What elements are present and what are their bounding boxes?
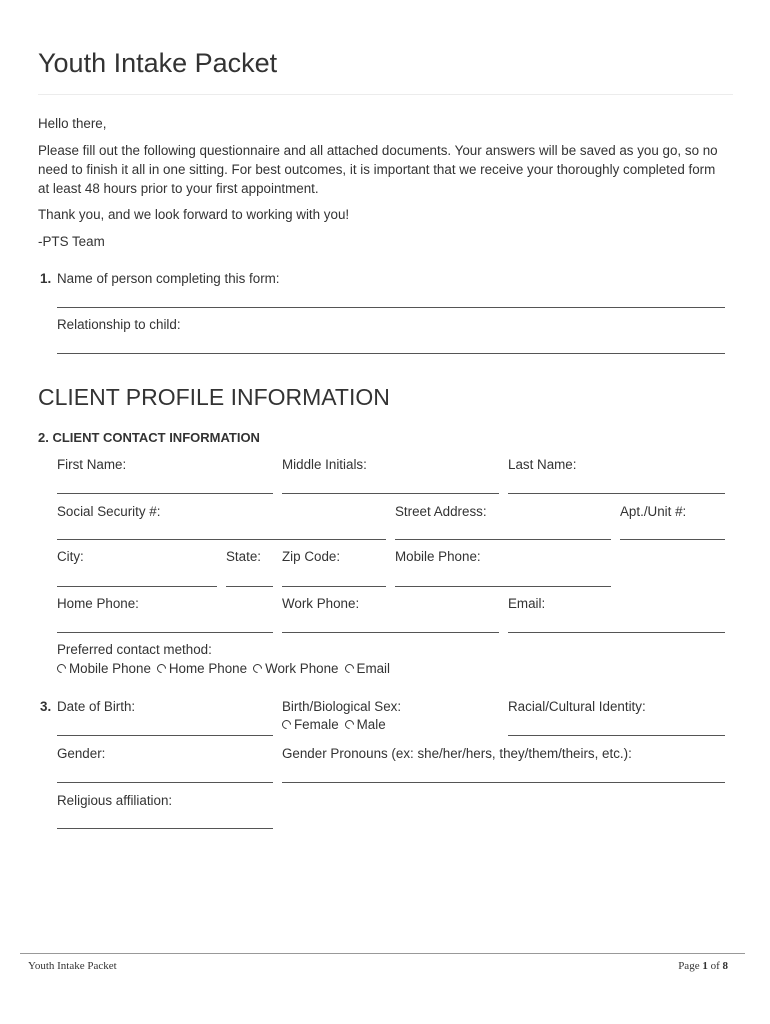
signature-text: -PTS Team [38,234,105,249]
birth-sex-options [282,717,392,732]
state-label: State: [226,549,261,564]
first-name-field[interactable] [57,493,273,494]
work-phone-field[interactable] [282,632,499,633]
radio-label: Work Phone [265,661,339,676]
zip-code-label: Zip Code: [282,549,341,564]
page-total: 8 [722,960,728,972]
radio-circle-icon [155,662,168,675]
apt-unit-field[interactable] [620,539,725,540]
radio-label: Email [356,661,390,676]
home-phone-field[interactable] [57,632,273,633]
last-name-label: Last Name: [508,457,577,472]
instructions-text: Please fill out the following questionnaire and all attached documents. Your answers will be saved as you go, so no need to finish it all in one sitting. For best outcomes, it is important that we receive your thoroughly completed form at least 48 hours prior to your first appointment. [38,143,718,196]
ssn-label: Social Security #: [57,504,161,519]
title-divider [38,94,733,95]
radio-mobile-phone[interactable] [57,661,151,676]
radio-label: Home Phone [168,661,248,676]
racial-identity-field[interactable] [508,735,725,736]
radio-circle-icon [280,718,293,731]
radio-home-phone[interactable] [157,661,247,676]
radio-label: Male [356,717,386,732]
last-name-field[interactable] [508,493,725,494]
home-phone-label: Home Phone: [57,596,139,611]
thanks-text: Thank you, and we look forward to working with you! [38,207,350,222]
page-prefix: Page [678,960,700,972]
mobile-phone-label: Mobile Phone: [395,549,481,564]
zip-code-field[interactable] [282,586,386,587]
religion-field[interactable] [57,828,273,829]
radio-email[interactable] [345,661,390,676]
contact-info-heading: 2. CLIENT CONTACT INFORMATION [38,430,260,445]
first-name-label: First Name: [57,457,127,472]
middle-initials-field[interactable] [282,493,499,494]
radio-male[interactable] [345,717,386,732]
city-label: City: [57,549,84,564]
radio-label: Female [294,717,339,732]
mobile-phone-field[interactable] [395,586,611,587]
dob-label: Date of Birth: [57,699,136,714]
birth-sex-label: Birth/Biological Sex: [282,699,402,714]
radio-label: Mobile Phone [69,661,151,676]
relationship-field[interactable] [57,353,725,354]
footer-title: Youth Intake Packet [28,960,117,972]
radio-circle-icon [55,662,68,675]
radio-circle-icon [343,718,356,731]
street-address-field[interactable] [395,539,611,540]
pronouns-label: Gender Pronouns (ex: she/her/hers, they/them/theirs, etc.): [282,746,632,761]
radio-work-phone[interactable] [253,661,338,676]
page-of: of [710,960,720,972]
street-address-label: Street Address: [395,504,487,519]
completer-name-field[interactable] [57,307,725,308]
state-field[interactable] [226,586,273,587]
radio-circle-icon [251,662,264,675]
page-current: 1 [702,960,708,972]
city-field[interactable] [57,586,217,587]
pronouns-field[interactable] [282,782,725,783]
gender-label: Gender: [57,746,106,761]
page-indicator [678,960,728,972]
question-3-number: 3. [40,699,52,714]
racial-identity-label: Racial/Cultural Identity: [508,699,646,714]
email-label: Email: [508,596,546,611]
radio-female[interactable] [282,717,339,732]
dob-field[interactable] [57,735,273,736]
relationship-label: Relationship to child: [57,317,181,332]
religion-label: Religious affiliation: [57,793,173,808]
question-1-number: 1. [40,271,52,286]
gender-field[interactable] [57,782,273,783]
apt-unit-label: Apt./Unit #: [620,504,687,519]
completer-name-label: Name of person completing this form: [57,271,280,286]
page-title: Youth Intake Packet [38,48,278,78]
work-phone-label: Work Phone: [282,596,360,611]
preferred-contact-options [57,661,396,676]
footer-divider [20,953,745,954]
radio-circle-icon [343,662,356,675]
preferred-contact-label: Preferred contact method: [57,642,212,657]
greeting-text: Hello there, [38,116,107,131]
section-title: CLIENT PROFILE INFORMATION [38,384,390,410]
email-field[interactable] [508,632,725,633]
ssn-field[interactable] [57,539,386,540]
middle-initials-label: Middle Initials: [282,457,367,472]
